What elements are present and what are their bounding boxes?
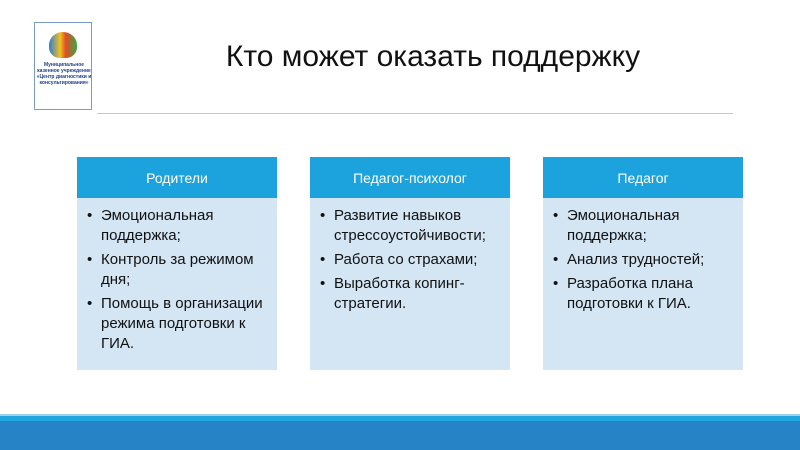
list-item: • Разработка плана подготовки к ГИА. [553,274,735,314]
card-psychologist [310,157,510,370]
list-item: • Контроль за режимом дня; [87,250,269,290]
footer-bar [0,421,800,450]
title-divider [97,113,733,114]
organization-logo [30,14,98,114]
card-header: Педагог [543,157,743,198]
card-header: Родители [77,157,277,198]
card-parents [77,157,277,370]
list-item: • Работа со страхами; [320,250,502,270]
list-item: • Развитие навыков стрессоустойчивости; [320,206,502,246]
list-item: • Эмоциональная поддержка; [553,206,735,246]
card-teacher [543,157,743,370]
list-item: • Анализ трудностей; [553,250,735,270]
psi-symbol-icon [49,32,77,58]
logo-text: Муниципальное казенное учреждение «Центр диагностики и консультирования» [36,62,92,86]
list-item: • Выработка копинг-стратегии. [320,274,502,314]
slide-title: Кто может оказать поддержку [225,40,641,73]
card-header: Педагог-психолог [310,157,510,198]
list-item: • Помощь в организации режима подготовки к ГИА. [87,294,269,354]
list-item: • Эмоциональная поддержка; [87,206,269,246]
